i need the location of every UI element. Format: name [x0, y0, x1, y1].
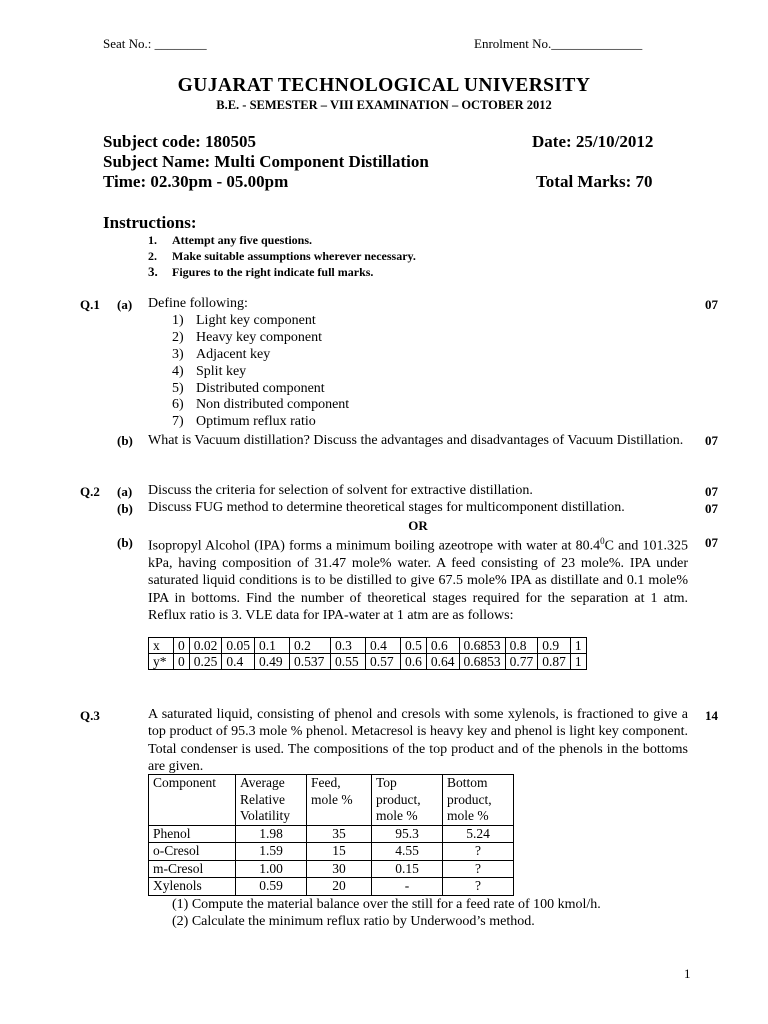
part-label: (a) — [117, 297, 133, 312]
table-cell: 0.64 — [426, 654, 459, 670]
part-label: (b) — [117, 501, 133, 516]
table-header: Component — [149, 775, 236, 826]
table-cell: 1.59 — [236, 843, 307, 861]
table-cell: 0.87 — [538, 654, 571, 670]
definition-item: 1) Light key component — [172, 313, 316, 328]
table-row — [149, 654, 587, 670]
table-cell: 0.3 — [331, 638, 366, 654]
part-label: (a) — [117, 484, 133, 499]
enrolment-no: Enrolment No.______________ — [474, 36, 643, 51]
table-cell: ? — [443, 843, 514, 861]
table-cell: 0.25 — [189, 654, 222, 670]
definition-item: 6) Non distributed component — [172, 397, 350, 413]
table-cell: 0 — [174, 638, 190, 654]
marks: 14 — [705, 708, 718, 723]
table-cell: 0.59 — [236, 878, 307, 896]
table-cell: 0.537 — [290, 654, 331, 670]
instruction-item: 2. Make suitable assumptions wherever necessary. — [148, 248, 416, 263]
definition-item: 3) Adjacent key — [172, 346, 271, 362]
table-cell: y* — [149, 654, 174, 670]
table-cell: 0.49 — [255, 654, 290, 670]
question-text: Discuss FUG method to determine theoretical stages for multicomponent distillation. — [148, 500, 625, 515]
table-cell: 0.77 — [505, 654, 538, 670]
table-cell: 0.4 — [222, 654, 255, 670]
table-cell: 0.9 — [538, 638, 571, 654]
question-text: A saturated liquid, consisting of phenol and cresols with some xylenols, is fractioned to give a top product of 95.3 mole % phenol. Metacresol is heavy key and phenol is light key component. Total condenser is used. The compositions of the top product and of the phenols in the bottoms are given. — [148, 707, 688, 775]
subject-code: Subject code: 180505 — [103, 132, 256, 151]
table-cell: 1 — [570, 654, 586, 670]
marks: 07 — [705, 433, 718, 448]
table-cell: 1.00 — [236, 860, 307, 878]
instruction-item: 3. Figures to the right indicate full marks. — [148, 264, 374, 280]
table-cell: 0.6 — [401, 654, 427, 670]
question-text: Isopropyl Alcohol (IPA) forms a minimum boiling azeotrope with water at 80.4$^0$C and 101.325 kPa, having composition of 31.47 mole% water. A feed consisting of 23 mole%. IPA under saturated liquid conditions is to be distilled to give 67.5 mole% IPA as distillate and 0.1 mole% IPA in bottoms. Find the number of theoretical stages required for the separation at 1 atm. Reflux ratio is 3. VLE data for IPA-water at 1 atm are as follows: — [148, 536, 688, 624]
question-number: Q.2 — [80, 484, 100, 499]
instruction-item: 1. Attempt any five questions. — [148, 233, 312, 247]
marks: 07 — [705, 535, 718, 550]
table-cell: 4.55 — [372, 843, 443, 861]
exam-title: B.E. - SEMESTER – VIII EXAMINATION – OCTOBER 2012 — [216, 98, 552, 112]
table-cell: 0.6 — [426, 638, 459, 654]
table-cell: 0 — [174, 654, 190, 670]
table-cell: 0.02 — [189, 638, 222, 654]
table-cell: x — [149, 638, 174, 654]
definition-item: 4) Split key — [172, 363, 247, 379]
table-cell: 35 — [307, 825, 372, 843]
table-cell: 0.57 — [366, 654, 401, 670]
seat-no: Seat No.: ________ — [103, 36, 207, 51]
table-cell: 0.15 — [372, 860, 443, 878]
marks: 07 — [705, 297, 718, 312]
table-header-row — [149, 775, 514, 826]
university-title: GUJARAT TECHNOLOGICAL UNIVERSITY — [177, 75, 591, 96]
table-header: Bottom product, mole % — [443, 775, 514, 826]
table-cell: - — [372, 878, 443, 896]
table-cell: 15 — [307, 843, 372, 861]
table-cell: 0.5 — [401, 638, 427, 654]
vle-table — [148, 637, 587, 670]
subpart-text: (1) Compute the material balance over the still for a feed rate of 100 kmol/h. — [172, 897, 601, 912]
part-label: (b) — [117, 433, 133, 448]
table-cell: 0.1 — [255, 638, 290, 654]
marks: 07 — [705, 501, 718, 516]
definition-item: 5) Distributed component — [172, 380, 325, 396]
subject-name: Subject Name: Multi Component Distillation — [103, 152, 429, 171]
instructions-heading: Instructions: — [103, 213, 197, 232]
table-cell: 1 — [570, 638, 586, 654]
table-cell: 0.05 — [222, 638, 255, 654]
table-cell: 20 — [307, 878, 372, 896]
definition-item: 2) Heavy key component — [172, 329, 322, 345]
question-text: What is Vacuum distillation? Discuss the advantages and disadvantages of Vacuum Distillation. — [148, 433, 684, 448]
question-number: Q.1 — [80, 297, 100, 312]
table-cell: 30 — [307, 860, 372, 878]
page-number: 1 — [684, 966, 691, 981]
table-header: Feed, mole % — [307, 775, 372, 826]
exam-date: Date: 25/10/2012 — [532, 132, 654, 151]
table-row — [149, 860, 514, 878]
table-cell: Xylenols — [149, 878, 236, 896]
table-cell: ? — [443, 878, 514, 896]
table-cell: 0.4 — [366, 638, 401, 654]
or-separator: OR — [408, 518, 428, 533]
definition-item: 7) Optimum reflux ratio — [172, 414, 316, 430]
table-row — [149, 638, 587, 654]
table-cell: 0.8 — [505, 638, 538, 654]
question-number: Q.3 — [80, 708, 100, 723]
composition-table — [148, 774, 514, 896]
subpart-text: (2) Calculate the minimum reflux ratio by Underwood’s method. — [172, 914, 535, 929]
exam-time: Time: 02.30pm - 05.00pm — [103, 172, 289, 191]
table-row — [149, 825, 514, 843]
question-text: Define following: — [148, 296, 248, 311]
table-cell: 0.55 — [331, 654, 366, 670]
table-cell: ? — [443, 860, 514, 878]
table-cell: 5.24 — [443, 825, 514, 843]
table-header: Average Relative Volatility — [236, 775, 307, 826]
part-label: (b) — [117, 535, 133, 550]
table-cell: 1.98 — [236, 825, 307, 843]
table-cell: 0.2 — [290, 638, 331, 654]
table-cell: 0.6853 — [459, 638, 505, 654]
total-marks: Total Marks: 70 — [536, 172, 653, 191]
question-text: Discuss the criteria for selection of solvent for extractive distillation. — [148, 483, 533, 498]
table-cell: 0.6853 — [459, 654, 505, 670]
table-row — [149, 878, 514, 896]
table-cell: Phenol — [149, 825, 236, 843]
table-header: Top product, mole % — [372, 775, 443, 826]
table-cell: 95.3 — [372, 825, 443, 843]
marks: 07 — [705, 484, 718, 499]
table-cell: o-Cresol — [149, 843, 236, 861]
table-cell: m-Cresol — [149, 860, 236, 878]
definition-list — [172, 313, 349, 431]
table-row — [149, 843, 514, 861]
instructions-list — [148, 233, 416, 280]
